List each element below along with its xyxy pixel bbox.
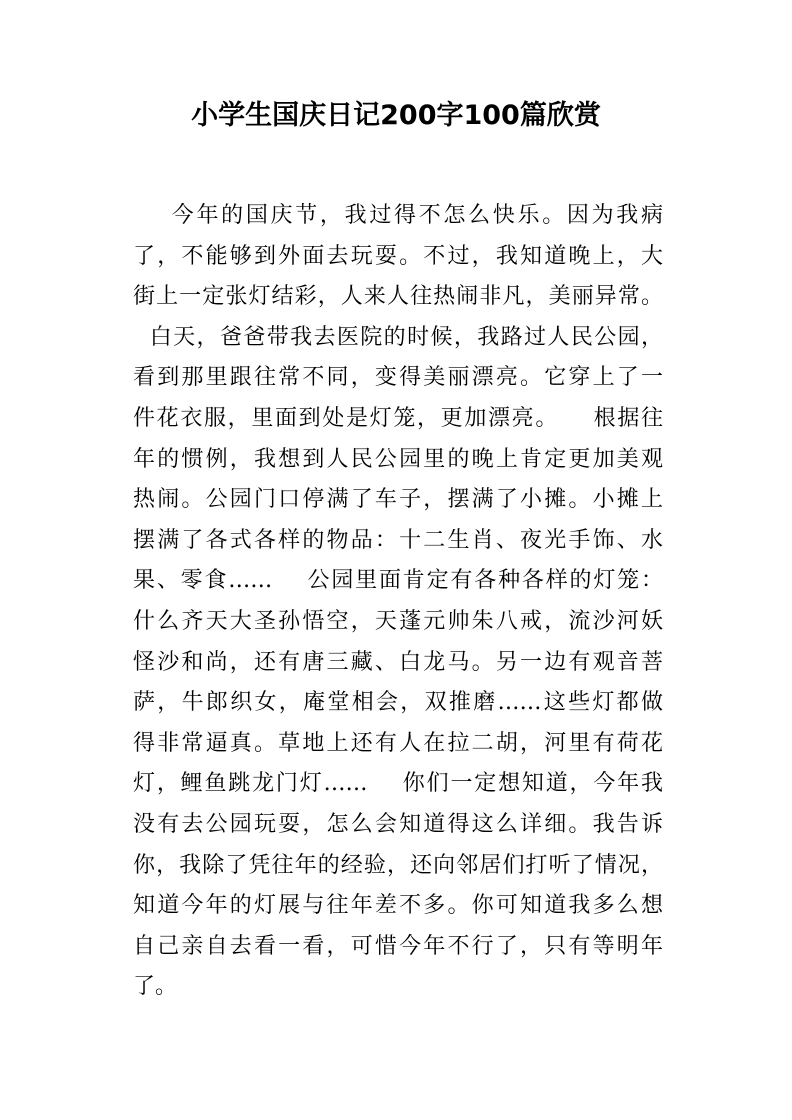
text-line: 知道今年的灯展与往年差不多。你可知道我多么想 (133, 893, 663, 919)
text-line: 什么齐天大圣孙悟空，天蓬元帅朱八戒，流沙河妖 (133, 608, 663, 634)
text-line: 看到那里跟往常不同，变得美丽漂亮。它穿上了一 (133, 365, 663, 391)
text-line: 自己亲自去看一看，可惜今年不行了，只有等明年 (133, 933, 663, 959)
text-line: 了，不能够到外面去玩耍。不过，我知道晚上，大 (133, 243, 663, 269)
text-line: 了。 (133, 974, 178, 1000)
text-line: 萨，牛郎织女，庵堂相会，双推磨……这些灯都做 (133, 690, 663, 716)
text-line: 今年的国庆节，我过得不怎么快乐。因为我病 (133, 203, 663, 228)
text-line: 件花衣服，里面到处是灯笼，更加漂亮。 根据往 (133, 405, 663, 431)
text-line: 怪沙和尚，还有唐三藏、白龙马。另一边有观音菩 (133, 649, 663, 675)
text-line: 灯，鲤鱼跳龙门灯…… 你们一定想知道，今年我 (133, 771, 663, 797)
text-line: 得非常逼真。草地上还有人在拉二胡，河里有荷花 (133, 730, 663, 756)
text-line: 街上一定张灯结彩，人来人往热闹非凡，美丽异常。 (133, 284, 663, 310)
text-line: 白天，爸爸带我去医院的时候，我路过人民公园， (133, 324, 663, 350)
text-line: 年的惯例，我想到人民公园里的晚上肯定更加美观 (133, 446, 663, 472)
text-line: 你，我除了凭往年的经验，还向邻居们打听了情况， (133, 852, 663, 878)
document-title: 小学生国庆日记200字100篇欣赏 (191, 100, 601, 131)
text-line: 果、零食…… 公园里面肯定有各种各样的灯笼： (133, 568, 663, 594)
text-line: 热闹。公园门口停满了车子，摆满了小摊。小摊上 (133, 487, 663, 513)
text-line: 没有去公园玩耍，怎么会知道得这么详细。我告诉 (133, 811, 663, 837)
text-line: 摆满了各式各样的物品：十二生肖、夜光手饰、水 (133, 527, 663, 553)
diary-body (133, 196, 663, 1008)
